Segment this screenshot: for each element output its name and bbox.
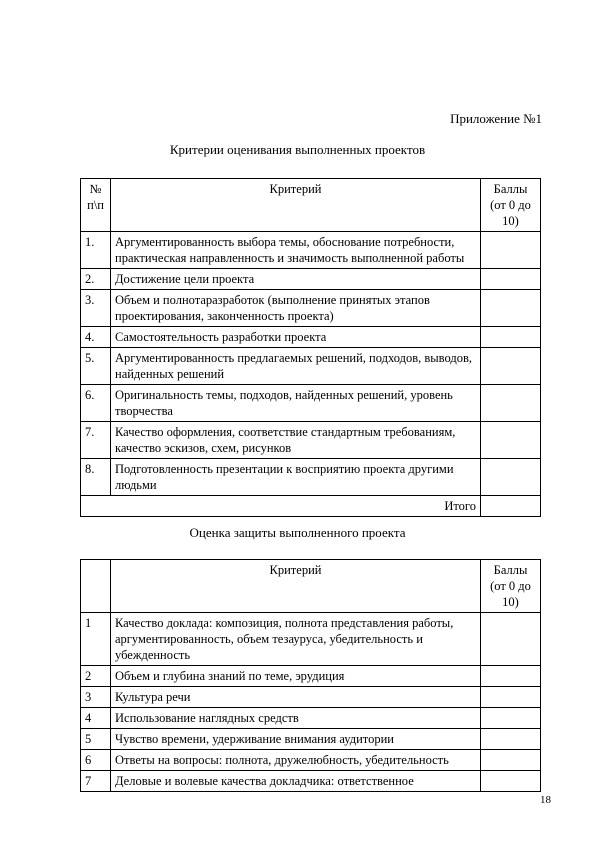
header-no <box>81 560 111 613</box>
row-number: 2 <box>81 666 111 687</box>
header-criterion: Критерий <box>111 560 481 613</box>
row-criterion: Ответы на вопросы: полнота, дружелюбность, убедительность <box>111 750 481 771</box>
table-row <box>81 348 541 385</box>
row-criterion: Достижение цели проекта <box>111 269 481 290</box>
total-row <box>81 496 541 517</box>
row-criterion: Аргументированность выбора темы, обоснование потребности, практическая направленность и значимость выполненной работы <box>111 232 481 269</box>
score-cell <box>481 232 541 269</box>
table-row <box>81 290 541 327</box>
table-row <box>81 750 541 771</box>
row-criterion: Оригинальность темы, подходов, найденных решений, уровень творчества <box>111 385 481 422</box>
score-cell <box>481 290 541 327</box>
score-cell <box>481 385 541 422</box>
row-number: 3 <box>81 687 111 708</box>
table-row <box>81 422 541 459</box>
score-cell <box>481 422 541 459</box>
row-number: 6. <box>81 385 111 422</box>
table-row <box>81 385 541 422</box>
table-header-row <box>81 179 541 232</box>
row-number: 3. <box>81 290 111 327</box>
table-row <box>81 708 541 729</box>
criteria-table <box>80 178 541 517</box>
appendix-label: Приложение №1 <box>450 111 542 126</box>
table-row <box>81 269 541 290</box>
table2-title: Оценка защиты выполненного проекта <box>189 525 406 540</box>
row-criterion: Объем и глубина знаний по теме, эрудиция <box>111 666 481 687</box>
table-row <box>81 613 541 666</box>
table-row <box>81 666 541 687</box>
row-number: 6 <box>81 750 111 771</box>
total-score-cell <box>481 496 541 517</box>
score-cell <box>481 613 541 666</box>
row-number: 1 <box>81 613 111 666</box>
table-row <box>81 687 541 708</box>
row-criterion: Использование наглядных средств <box>111 708 481 729</box>
row-number: 7 <box>81 771 111 792</box>
score-cell <box>481 327 541 348</box>
row-number: 5. <box>81 348 111 385</box>
defense-table <box>80 559 541 792</box>
table-row <box>81 771 541 792</box>
row-number: 5 <box>81 729 111 750</box>
row-criterion: Объем и полнотаразработок (выполнение принятых этапов проектирования, законченность проекта) <box>111 290 481 327</box>
row-criterion: Качество оформления, соответствие стандартным требованиям, качество эскизов, схем, рисунков <box>111 422 481 459</box>
table-row <box>81 327 541 348</box>
score-cell <box>481 348 541 385</box>
table-row <box>81 232 541 269</box>
row-number: 1. <box>81 232 111 269</box>
row-number: 2. <box>81 269 111 290</box>
score-cell <box>481 708 541 729</box>
row-criterion: Аргументированность предлагаемых решений, подходов, выводов, найденных решений <box>111 348 481 385</box>
header-score: Баллы (от 0 до 10) <box>481 560 541 613</box>
table-row <box>81 729 541 750</box>
score-cell <box>481 269 541 290</box>
header-score: Баллы (от 0 до 10) <box>481 179 541 232</box>
header-criterion: Критерий <box>111 179 481 232</box>
header-no: № п\п <box>81 179 111 232</box>
total-label: Итого <box>81 496 481 517</box>
row-number: 7. <box>81 422 111 459</box>
score-cell <box>481 687 541 708</box>
page-number: 18 <box>540 794 551 806</box>
row-number: 4 <box>81 708 111 729</box>
row-number: 8. <box>81 459 111 496</box>
table1-title: Критерии оценивания выполненных проектов <box>169 142 426 157</box>
score-cell <box>481 750 541 771</box>
row-criterion: Культура речи <box>111 687 481 708</box>
score-cell <box>481 666 541 687</box>
row-criterion: Подготовленность презентации к восприятию проекта другими людьми <box>111 459 481 496</box>
row-number: 4. <box>81 327 111 348</box>
score-cell <box>481 729 541 750</box>
row-criterion: Качество доклада: композиция, полнота представления работы, аргументированность, объем тезауруса, убедительность и убежденность <box>111 613 481 666</box>
row-criterion: Деловые и волевые качества докладчика: ответственное <box>111 771 481 792</box>
table-header-row <box>81 560 541 613</box>
score-cell <box>481 459 541 496</box>
score-cell <box>481 771 541 792</box>
row-criterion: Самостоятельность разработки проекта <box>111 327 481 348</box>
table-row <box>81 459 541 496</box>
row-criterion: Чувство времени, удерживание внимания аудитории <box>111 729 481 750</box>
